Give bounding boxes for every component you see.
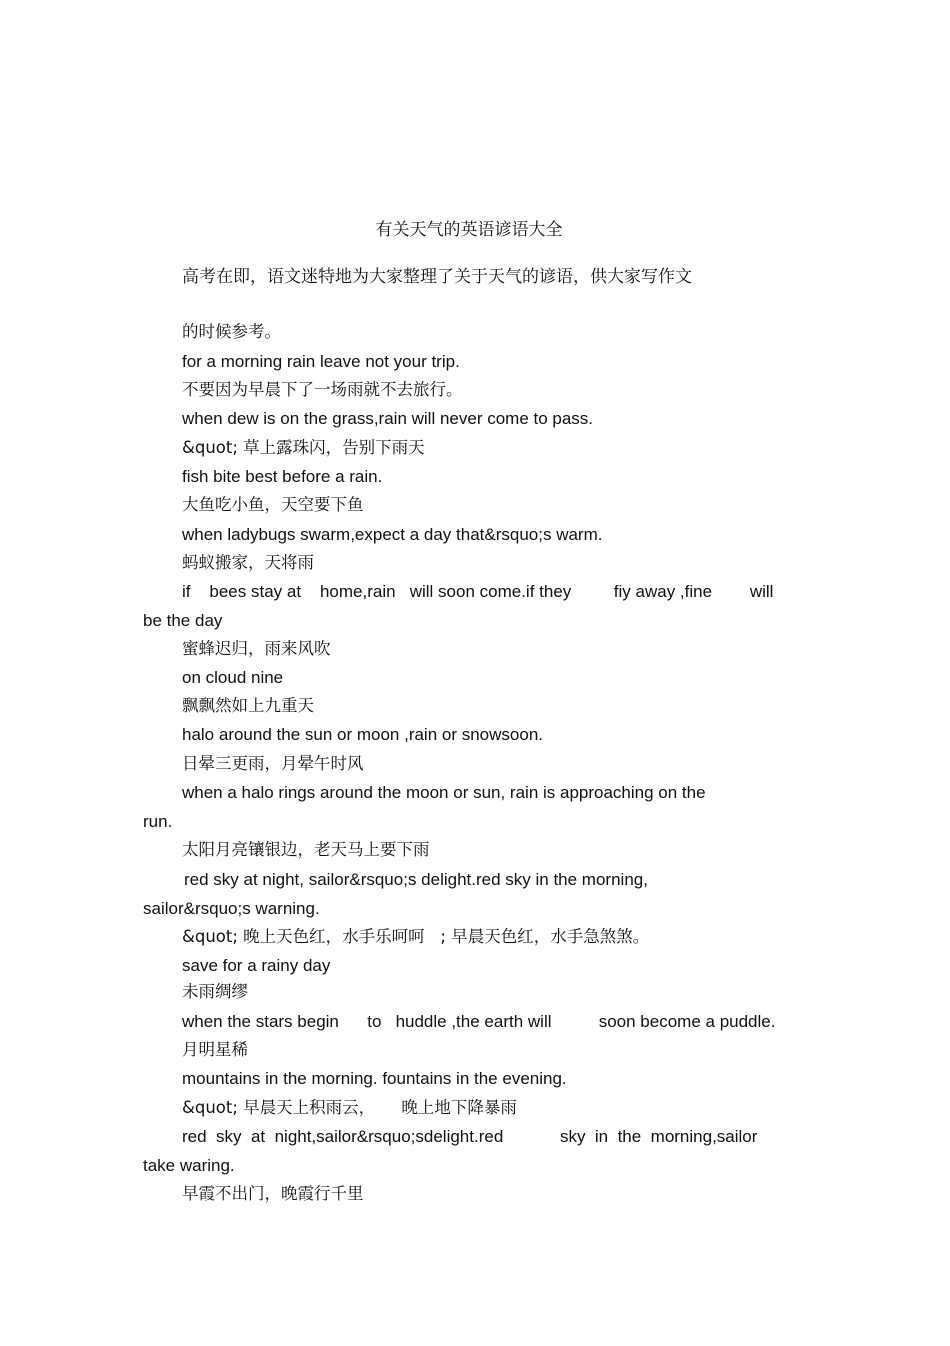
proverb-en: red sky at night, sailor&rsquo;s delight.red sky in the morning, (184, 870, 648, 889)
proverb-en: on cloud nine (182, 668, 284, 687)
proverb-en: when dew is on the grass,rain will never come to pass. (182, 409, 594, 428)
proverb-zh: &quot; 晚上天色红，水手乐呵呵 ; 早晨天色红，水手急煞煞。 (182, 927, 650, 946)
proverb-en-continued: sailor&rsquo;s warning. (143, 899, 320, 918)
proverb-en-continued: be the day (143, 611, 223, 630)
proverb-zh: &quot; 早晨天上积雨云， 晚上地下降暴雨 (182, 1098, 517, 1117)
proverb-zh: 月明星稀 (182, 1040, 248, 1059)
proverb-en: save for a rainy day (182, 956, 331, 975)
proverb-en: halo around the sun or moon ,rain or snowsoon. (182, 725, 544, 744)
proverb-zh: 太阳月亮镶银边，老天马上要下雨 (182, 840, 430, 859)
proverb-zh: 大鱼吃小鱼，天空要下鱼 (182, 495, 364, 514)
proverb-zh: 蚂蚁搬家，天将雨 (182, 553, 314, 572)
proverb-en: mountains in the morning. fountains in the evening. (182, 1069, 567, 1088)
proverb-zh: &quot; 草上露珠闪，告别下雨天 (182, 438, 425, 457)
proverb-en-continued: run. (143, 812, 173, 831)
document-title: 有关天气的英语谚语大全 (375, 220, 563, 240)
proverb-en-continued: take waring. (143, 1156, 235, 1175)
proverb-en: for a morning rain leave not your trip. (182, 352, 460, 371)
proverb-zh: 未雨绸缪 (182, 982, 248, 1001)
proverb-zh: 早霞不出门，晚霞行千里 (182, 1184, 364, 1203)
proverb-en: if bees stay at home,rain will soon come.if they fiy away ,fine will (182, 582, 774, 601)
proverb-zh: 不要因为早晨下了一场雨就不去旅行。 (182, 380, 463, 399)
proverb-zh: 日晕三更雨，月晕午时风 (182, 754, 364, 773)
intro-line-1: 高考在即，语文迷特地为大家整理了关于天气的谚语，供大家写作文 (182, 267, 692, 287)
intro-line-2: 的时候参考。 (182, 322, 281, 341)
proverb-en: when a halo rings around the moon or sun, rain is approaching on the (182, 783, 706, 802)
proverb-zh: 蜜蜂迟归，雨来风吹 (182, 639, 331, 658)
proverb-zh: 飘飘然如上九重天 (182, 696, 314, 715)
proverb-en: red sky at night,sailor&rsquo;sdelight.red sky in the morning,sailor (182, 1127, 758, 1146)
proverb-en: fish bite best before a rain. (182, 467, 383, 486)
proverb-en: when ladybugs swarm,expect a day that&rsquo;s warm. (182, 525, 603, 544)
proverb-en: when the stars begin to huddle ,the earth will soon become a puddle. (182, 1012, 776, 1031)
